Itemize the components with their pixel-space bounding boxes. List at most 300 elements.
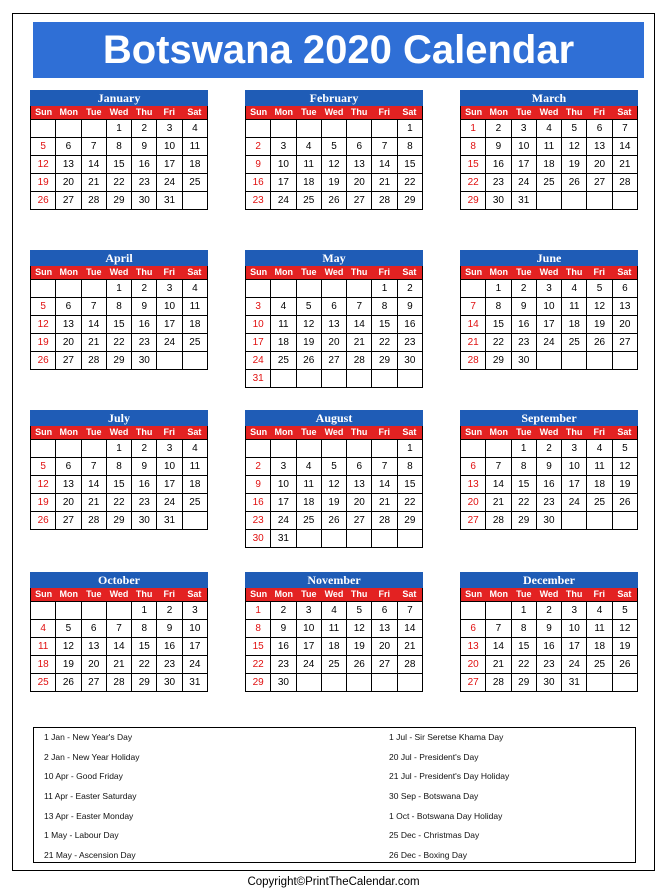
day-cell: 22 bbox=[398, 494, 423, 512]
day-cell: 13 bbox=[82, 638, 107, 656]
empty-cell bbox=[587, 674, 612, 692]
day-cell: 17 bbox=[183, 638, 208, 656]
day-cell: 31 bbox=[562, 674, 587, 692]
weekday-label: Sun bbox=[35, 267, 53, 277]
weekday-label: Fri bbox=[593, 107, 606, 117]
day-cell: 11 bbox=[183, 458, 208, 476]
day-cell: 12 bbox=[31, 156, 56, 174]
day-cell: 20 bbox=[82, 656, 107, 674]
day-cell: 17 bbox=[157, 156, 182, 174]
day-cell: 21 bbox=[486, 494, 511, 512]
day-cell: 12 bbox=[297, 316, 322, 334]
day-cell: 19 bbox=[562, 156, 587, 174]
day-cell: 24 bbox=[183, 656, 208, 674]
day-cell: 9 bbox=[132, 138, 157, 156]
day-cell: 4 bbox=[183, 440, 208, 458]
weekday-label: Sun bbox=[35, 107, 53, 117]
day-cell: 6 bbox=[82, 620, 107, 638]
day-cell: 20 bbox=[56, 494, 81, 512]
day-cell: 5 bbox=[31, 458, 56, 476]
month-july bbox=[30, 410, 208, 530]
month-title: February bbox=[245, 90, 423, 106]
day-cell: 13 bbox=[56, 316, 81, 334]
month-title: July bbox=[30, 410, 208, 426]
day-cell: 9 bbox=[157, 620, 182, 638]
weekday-label: Sun bbox=[250, 589, 268, 599]
empty-cell bbox=[486, 440, 511, 458]
day-cell: 3 bbox=[562, 602, 587, 620]
day-cell: 4 bbox=[587, 602, 612, 620]
holiday-item: 13 Apr - Easter Monday bbox=[44, 810, 134, 821]
day-cell: 31 bbox=[512, 192, 537, 210]
day-cell: 16 bbox=[537, 476, 562, 494]
day-grid bbox=[30, 439, 208, 530]
day-cell: 23 bbox=[132, 494, 157, 512]
day-cell: 14 bbox=[461, 316, 486, 334]
day-cell: 10 bbox=[297, 620, 322, 638]
day-cell: 22 bbox=[512, 656, 537, 674]
empty-cell bbox=[322, 120, 347, 138]
day-cell: 1 bbox=[512, 602, 537, 620]
weekday-label: Tue bbox=[516, 589, 532, 599]
day-cell: 21 bbox=[82, 174, 107, 192]
empty-cell bbox=[347, 674, 372, 692]
month-april bbox=[30, 250, 208, 370]
day-cell: 1 bbox=[461, 120, 486, 138]
empty-cell bbox=[246, 440, 271, 458]
month-title: June bbox=[460, 250, 638, 266]
day-cell: 19 bbox=[297, 334, 322, 352]
weekday-label: Mon bbox=[489, 589, 508, 599]
empty-cell bbox=[183, 192, 208, 210]
day-cell: 29 bbox=[461, 192, 486, 210]
day-cell: 25 bbox=[322, 656, 347, 674]
day-cell: 11 bbox=[537, 138, 562, 156]
day-cell: 1 bbox=[107, 280, 132, 298]
day-cell: 11 bbox=[587, 458, 612, 476]
day-cell: 21 bbox=[372, 174, 397, 192]
day-cell: 5 bbox=[56, 620, 81, 638]
day-cell: 3 bbox=[271, 458, 296, 476]
weekday-label: Sat bbox=[187, 267, 202, 277]
day-cell: 21 bbox=[486, 656, 511, 674]
month-title: March bbox=[460, 90, 638, 106]
weekday-label: Sat bbox=[187, 427, 202, 437]
day-cell: 5 bbox=[31, 298, 56, 316]
day-cell: 22 bbox=[246, 656, 271, 674]
day-cell: 16 bbox=[132, 156, 157, 174]
day-cell: 8 bbox=[398, 458, 423, 476]
day-cell: 21 bbox=[82, 334, 107, 352]
day-cell: 9 bbox=[271, 620, 296, 638]
day-cell: 3 bbox=[157, 120, 182, 138]
weekday-label: Fri bbox=[163, 107, 176, 117]
day-grid bbox=[460, 601, 638, 692]
day-cell: 17 bbox=[271, 174, 296, 192]
day-cell: 29 bbox=[107, 352, 132, 370]
day-cell: 20 bbox=[372, 638, 397, 656]
holiday-item: 21 Jul - President's Day Holiday bbox=[389, 771, 510, 782]
weekday-label: Sat bbox=[187, 107, 202, 117]
weekday-label: Tue bbox=[86, 267, 102, 277]
day-cell: 29 bbox=[132, 674, 157, 692]
day-cell: 1 bbox=[512, 440, 537, 458]
empty-cell bbox=[372, 440, 397, 458]
day-cell: 14 bbox=[107, 638, 132, 656]
empty-cell bbox=[613, 352, 638, 370]
day-cell: 24 bbox=[512, 174, 537, 192]
day-cell: 20 bbox=[587, 156, 612, 174]
empty-cell bbox=[322, 530, 347, 548]
day-cell: 10 bbox=[512, 138, 537, 156]
day-cell: 13 bbox=[587, 138, 612, 156]
day-cell: 5 bbox=[613, 440, 638, 458]
weekday-label: Sun bbox=[250, 267, 268, 277]
holiday-item: 26 Dec - Boxing Day bbox=[389, 850, 467, 861]
day-cell: 18 bbox=[31, 656, 56, 674]
month-december bbox=[460, 572, 638, 692]
day-cell: 28 bbox=[372, 192, 397, 210]
day-cell: 17 bbox=[297, 638, 322, 656]
day-cell: 18 bbox=[587, 476, 612, 494]
day-cell: 10 bbox=[157, 138, 182, 156]
month-september bbox=[460, 410, 638, 530]
holiday-item: 11 Apr - Easter Saturday bbox=[44, 791, 137, 802]
weekday-label: Thu bbox=[135, 107, 153, 117]
empty-cell bbox=[562, 192, 587, 210]
day-cell: 20 bbox=[322, 334, 347, 352]
day-cell: 21 bbox=[107, 656, 132, 674]
day-cell: 28 bbox=[82, 352, 107, 370]
day-cell: 27 bbox=[322, 352, 347, 370]
weekday-label: Mon bbox=[59, 427, 78, 437]
day-cell: 20 bbox=[461, 494, 486, 512]
holiday-item: 20 Jul - President's Day bbox=[389, 751, 479, 762]
month-title: August bbox=[245, 410, 423, 426]
weekday-label: Wed bbox=[539, 589, 559, 599]
day-cell: 9 bbox=[512, 298, 537, 316]
day-cell: 30 bbox=[246, 530, 271, 548]
page-title: Botswana 2020 Calendar bbox=[33, 22, 644, 78]
day-cell: 15 bbox=[486, 316, 511, 334]
holiday-item: 2 Jan - New Year Holiday bbox=[44, 751, 140, 762]
day-cell: 7 bbox=[486, 458, 511, 476]
weekday-label: Wed bbox=[539, 107, 559, 117]
weekday-label: Wed bbox=[109, 427, 129, 437]
day-cell: 3 bbox=[512, 120, 537, 138]
day-cell: 12 bbox=[613, 620, 638, 638]
day-cell: 25 bbox=[183, 174, 208, 192]
day-cell: 29 bbox=[486, 352, 511, 370]
day-cell: 22 bbox=[486, 334, 511, 352]
day-cell: 19 bbox=[347, 638, 372, 656]
day-cell: 7 bbox=[372, 138, 397, 156]
holiday-list bbox=[33, 727, 636, 863]
weekday-label: Fri bbox=[593, 589, 606, 599]
day-cell: 18 bbox=[183, 476, 208, 494]
month-title: May bbox=[245, 250, 423, 266]
day-cell: 7 bbox=[461, 298, 486, 316]
empty-cell bbox=[31, 280, 56, 298]
day-cell: 13 bbox=[56, 476, 81, 494]
empty-cell bbox=[372, 530, 397, 548]
day-cell: 2 bbox=[512, 280, 537, 298]
day-cell: 7 bbox=[486, 620, 511, 638]
day-cell: 8 bbox=[107, 138, 132, 156]
weekday-label: Sat bbox=[402, 107, 417, 117]
empty-cell bbox=[347, 440, 372, 458]
empty-cell bbox=[537, 192, 562, 210]
day-cell: 24 bbox=[562, 656, 587, 674]
empty-cell bbox=[297, 280, 322, 298]
day-cell: 12 bbox=[31, 476, 56, 494]
weekday-label: Sat bbox=[617, 589, 632, 599]
month-title: September bbox=[460, 410, 638, 426]
day-cell: 18 bbox=[562, 316, 587, 334]
empty-cell bbox=[297, 120, 322, 138]
day-cell: 18 bbox=[537, 156, 562, 174]
weekday-label: Wed bbox=[109, 107, 129, 117]
empty-cell bbox=[587, 512, 612, 530]
empty-cell bbox=[587, 352, 612, 370]
weekday-label: Wed bbox=[324, 267, 344, 277]
day-cell: 17 bbox=[562, 476, 587, 494]
empty-cell bbox=[322, 280, 347, 298]
day-cell: 21 bbox=[398, 638, 423, 656]
day-cell: 10 bbox=[157, 458, 182, 476]
day-cell: 9 bbox=[132, 458, 157, 476]
day-cell: 25 bbox=[31, 674, 56, 692]
day-grid bbox=[245, 439, 423, 548]
empty-cell bbox=[107, 602, 132, 620]
weekday-label: Thu bbox=[350, 267, 368, 277]
day-cell: 5 bbox=[613, 602, 638, 620]
empty-cell bbox=[322, 440, 347, 458]
day-cell: 5 bbox=[347, 602, 372, 620]
empty-cell bbox=[56, 602, 81, 620]
day-cell: 8 bbox=[512, 620, 537, 638]
day-cell: 1 bbox=[246, 602, 271, 620]
day-cell: 9 bbox=[398, 298, 423, 316]
weekday-label: Wed bbox=[539, 267, 559, 277]
day-cell: 6 bbox=[372, 602, 397, 620]
weekday-label: Wed bbox=[324, 427, 344, 437]
day-cell: 23 bbox=[537, 656, 562, 674]
day-cell: 24 bbox=[157, 494, 182, 512]
day-cell: 27 bbox=[587, 174, 612, 192]
empty-cell bbox=[82, 120, 107, 138]
day-cell: 7 bbox=[82, 138, 107, 156]
holiday-item: 1 Oct - Botswana Day Holiday bbox=[389, 810, 503, 821]
day-cell: 26 bbox=[587, 334, 612, 352]
holiday-column-left bbox=[44, 731, 139, 869]
day-cell: 16 bbox=[157, 638, 182, 656]
empty-cell bbox=[398, 530, 423, 548]
weekday-label: Tue bbox=[301, 427, 317, 437]
month-february bbox=[245, 90, 423, 210]
day-cell: 19 bbox=[31, 174, 56, 192]
day-cell: 20 bbox=[56, 334, 81, 352]
day-cell: 30 bbox=[271, 674, 296, 692]
holiday-item: 10 Apr - Good Friday bbox=[44, 771, 123, 782]
day-cell: 15 bbox=[512, 476, 537, 494]
empty-cell bbox=[157, 352, 182, 370]
day-cell: 2 bbox=[537, 602, 562, 620]
day-cell: 10 bbox=[537, 298, 562, 316]
day-cell: 18 bbox=[297, 174, 322, 192]
day-cell: 31 bbox=[157, 512, 182, 530]
day-cell: 23 bbox=[246, 512, 271, 530]
day-cell: 2 bbox=[246, 458, 271, 476]
empty-cell bbox=[372, 674, 397, 692]
day-grid bbox=[245, 601, 423, 692]
day-cell: 28 bbox=[613, 174, 638, 192]
day-cell: 27 bbox=[56, 512, 81, 530]
day-cell: 12 bbox=[347, 620, 372, 638]
day-cell: 7 bbox=[347, 298, 372, 316]
day-cell: 2 bbox=[537, 440, 562, 458]
day-cell: 2 bbox=[398, 280, 423, 298]
day-cell: 22 bbox=[107, 174, 132, 192]
empty-cell bbox=[322, 370, 347, 388]
weekday-header bbox=[245, 106, 423, 119]
day-cell: 17 bbox=[271, 494, 296, 512]
weekday-label: Thu bbox=[565, 267, 583, 277]
day-cell: 16 bbox=[398, 316, 423, 334]
weekday-label: Sun bbox=[465, 427, 483, 437]
day-cell: 8 bbox=[512, 458, 537, 476]
month-title: April bbox=[30, 250, 208, 266]
day-cell: 30 bbox=[132, 512, 157, 530]
day-cell: 26 bbox=[562, 174, 587, 192]
empty-cell bbox=[347, 530, 372, 548]
day-cell: 10 bbox=[246, 316, 271, 334]
day-cell: 7 bbox=[372, 458, 397, 476]
day-cell: 6 bbox=[347, 458, 372, 476]
day-cell: 9 bbox=[246, 156, 271, 174]
day-cell: 25 bbox=[271, 352, 296, 370]
day-cell: 28 bbox=[486, 512, 511, 530]
day-cell: 14 bbox=[82, 476, 107, 494]
day-cell: 26 bbox=[31, 352, 56, 370]
empty-cell bbox=[486, 602, 511, 620]
day-cell: 30 bbox=[132, 352, 157, 370]
day-cell: 4 bbox=[537, 120, 562, 138]
empty-cell bbox=[297, 370, 322, 388]
day-cell: 11 bbox=[183, 298, 208, 316]
day-cell: 22 bbox=[107, 494, 132, 512]
day-cell: 7 bbox=[82, 298, 107, 316]
day-cell: 30 bbox=[398, 352, 423, 370]
empty-cell bbox=[461, 440, 486, 458]
empty-cell bbox=[297, 674, 322, 692]
empty-cell bbox=[297, 530, 322, 548]
day-cell: 4 bbox=[183, 120, 208, 138]
empty-cell bbox=[271, 370, 296, 388]
day-cell: 19 bbox=[31, 334, 56, 352]
day-cell: 2 bbox=[132, 120, 157, 138]
day-cell: 27 bbox=[56, 352, 81, 370]
day-cell: 4 bbox=[562, 280, 587, 298]
weekday-header bbox=[30, 106, 208, 119]
copyright-footer[interactable]: Copyright©PrintTheCalendar.com bbox=[247, 876, 420, 888]
day-cell: 29 bbox=[512, 674, 537, 692]
day-cell: 2 bbox=[271, 602, 296, 620]
weekday-label: Mon bbox=[489, 427, 508, 437]
month-october bbox=[30, 572, 208, 692]
weekday-label: Tue bbox=[301, 589, 317, 599]
day-cell: 14 bbox=[347, 316, 372, 334]
day-cell: 4 bbox=[31, 620, 56, 638]
day-cell: 11 bbox=[183, 138, 208, 156]
day-cell: 21 bbox=[461, 334, 486, 352]
day-cell: 8 bbox=[107, 298, 132, 316]
day-cell: 4 bbox=[297, 138, 322, 156]
day-cell: 14 bbox=[82, 316, 107, 334]
day-cell: 24 bbox=[157, 334, 182, 352]
day-cell: 31 bbox=[157, 192, 182, 210]
weekday-label: Thu bbox=[135, 267, 153, 277]
weekday-label: Thu bbox=[565, 107, 583, 117]
day-cell: 18 bbox=[587, 638, 612, 656]
day-cell: 19 bbox=[31, 494, 56, 512]
weekday-header bbox=[460, 106, 638, 119]
day-cell: 29 bbox=[398, 512, 423, 530]
month-may bbox=[245, 250, 423, 388]
weekday-label: Fri bbox=[378, 427, 391, 437]
weekday-label: Tue bbox=[516, 427, 532, 437]
day-cell: 2 bbox=[246, 138, 271, 156]
day-cell: 23 bbox=[512, 334, 537, 352]
weekday-label: Fri bbox=[593, 427, 606, 437]
weekday-label: Fri bbox=[378, 267, 391, 277]
weekday-label: Fri bbox=[163, 427, 176, 437]
day-cell: 21 bbox=[613, 156, 638, 174]
day-cell: 28 bbox=[398, 656, 423, 674]
empty-cell bbox=[271, 440, 296, 458]
weekday-label: Fri bbox=[378, 589, 391, 599]
weekday-label: Fri bbox=[163, 589, 176, 599]
holiday-item: 30 Sep - Botswana Day bbox=[389, 791, 479, 802]
day-cell: 18 bbox=[297, 494, 322, 512]
day-cell: 8 bbox=[486, 298, 511, 316]
weekday-label: Sun bbox=[250, 427, 268, 437]
day-cell: 15 bbox=[107, 316, 132, 334]
weekday-label: Sun bbox=[35, 427, 53, 437]
empty-cell bbox=[31, 120, 56, 138]
day-grid bbox=[30, 601, 208, 692]
weekday-label: Tue bbox=[301, 107, 317, 117]
day-cell: 8 bbox=[107, 458, 132, 476]
day-grid bbox=[245, 119, 423, 210]
weekday-label: Fri bbox=[378, 107, 391, 117]
day-cell: 13 bbox=[461, 476, 486, 494]
weekday-label: Wed bbox=[324, 589, 344, 599]
day-cell: 25 bbox=[297, 192, 322, 210]
weekday-label: Wed bbox=[539, 427, 559, 437]
day-cell: 11 bbox=[297, 476, 322, 494]
weekday-header bbox=[245, 426, 423, 439]
day-cell: 6 bbox=[613, 280, 638, 298]
day-cell: 10 bbox=[157, 298, 182, 316]
day-cell: 14 bbox=[372, 476, 397, 494]
weekday-label: Mon bbox=[274, 427, 293, 437]
day-cell: 9 bbox=[537, 620, 562, 638]
empty-cell bbox=[372, 370, 397, 388]
day-cell: 3 bbox=[537, 280, 562, 298]
day-cell: 13 bbox=[613, 298, 638, 316]
weekday-label: Sun bbox=[465, 107, 483, 117]
